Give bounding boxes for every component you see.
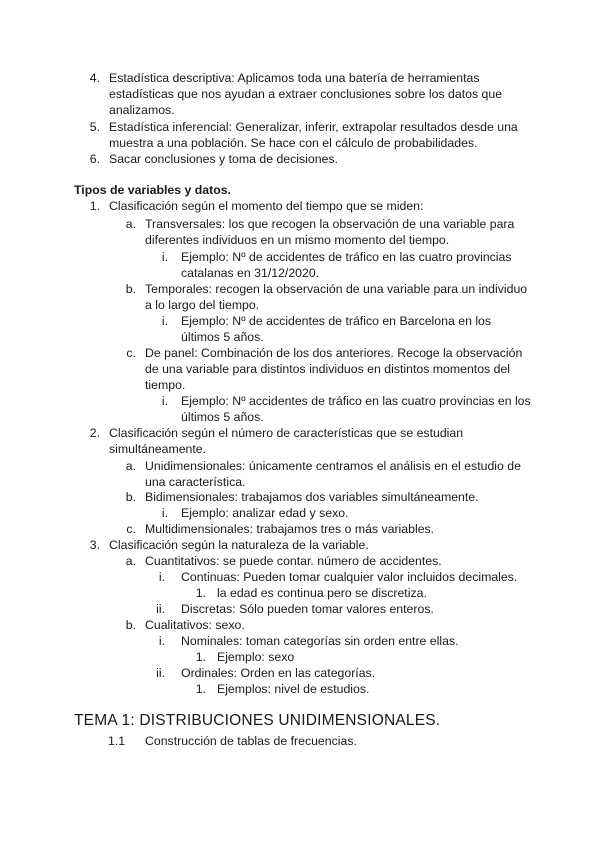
outline-line: De panel: Combinación de los dos anteriores. Recoge la observación	[145, 346, 523, 360]
outline-line: Multidimensionales: trabajamos tres o más variables.	[145, 522, 435, 536]
outline-line: Temporales: recogen la observación de una variable para un individuo	[145, 282, 528, 296]
outline-marker: i.	[161, 394, 168, 408]
outline-line: una característica.	[145, 475, 246, 489]
outline-line: diferentes individuos en un mismo momento del tiempo.	[145, 233, 450, 247]
list-marker: 5.	[89, 120, 100, 134]
outline-marker: 1.	[195, 586, 206, 600]
list-marker: 6.	[89, 152, 100, 166]
outline-marker: c.	[126, 522, 136, 536]
outline-marker: c.	[126, 346, 136, 360]
outline-marker: 1.	[89, 199, 100, 213]
outline-marker: ii.	[156, 666, 165, 680]
outline-marker: ii.	[156, 602, 165, 616]
outline-line: Nominales: toman categorías sin orden entre ellas.	[181, 634, 459, 648]
outline-marker: 2.	[89, 426, 100, 440]
list-item-line: estadísticas que nos ayudan a extraer conclusiones sobre los datos que	[109, 87, 503, 101]
outline-marker: i.	[161, 314, 168, 328]
outline-line: Discretas: Sólo pueden tomar valores enteros.	[181, 602, 434, 616]
outline-line: Clasificación según la naturaleza de la variable.	[109, 538, 369, 552]
outline-line: Ejemplo: analizar edad y sexo.	[181, 506, 349, 520]
outline-marker: i.	[158, 570, 165, 584]
section-heading: Tipos de variables y datos.	[74, 183, 231, 197]
outline-line: Transversales: los que recogen la observación de una variable para	[145, 217, 515, 231]
outline-line: Cuantitativos: se puede contar. número de accidentes.	[145, 554, 442, 568]
outline-line: simultáneamente.	[109, 442, 207, 456]
list-item-line: Estadística inferencial: Generalizar, inferir, extrapolar resultados desde una	[109, 120, 518, 134]
list-item-line: analizamos.	[109, 103, 175, 117]
outline-marker: i.	[161, 250, 168, 264]
outline-line: tiempo.	[145, 378, 186, 392]
outline-line: Continuas: Pueden tomar cualquier valor incluidos decimales.	[181, 570, 518, 584]
outline-line: Unidimensionales: únicamente centramos el análisis en el estudio de	[145, 459, 521, 473]
list-item-line: Estadística descriptiva: Aplicamos toda una batería de herramientas	[109, 71, 480, 85]
outline-marker: b.	[125, 282, 136, 296]
outline-line: Ordinales: Orden en las categorías.	[181, 666, 376, 680]
outline-marker: 3.	[89, 538, 100, 552]
outline-marker: i.	[158, 634, 165, 648]
outline-line: Bidimensionales: trabajamos dos variables simultáneamente.	[145, 490, 479, 504]
outline-line: últimos 5 años.	[181, 410, 264, 424]
subsection-number: 1.1	[108, 734, 126, 748]
outline-line: últimos 5 años.	[181, 330, 264, 344]
outline-line: catalanas en 31/12/2020.	[181, 266, 320, 280]
outline-line: la edad es continua pero se discretiza.	[217, 586, 427, 600]
outline-marker: b.	[125, 490, 136, 504]
subsection-title: Construcción de tablas de frecuencias.	[145, 734, 357, 748]
outline-marker: a.	[125, 217, 136, 231]
outline-line: Cualitativos: sexo.	[145, 618, 245, 632]
list-item-line: muestra a una población. Se hace con el cálculo de probabilidades.	[109, 136, 478, 150]
outline-line: Clasificación según el número de características que se estudian	[109, 426, 464, 440]
outline-line: Ejemplo: Nº de accidentes de tráfico en Barcelona en los	[181, 314, 492, 328]
list-item-line: Sacar conclusiones y toma de decisiones.	[109, 152, 338, 166]
outline-line: de una variable para distintos individuos en distintos momentos del	[145, 362, 511, 376]
outline-line: a lo largo del tiempo.	[145, 298, 260, 312]
outline-marker: 1.	[195, 650, 206, 664]
outline-line: Ejemplo: Nº accidentes de tráfico en las cuatro provincias en los	[181, 394, 531, 408]
outline-line: Ejemplo: Nº de accidentes de tráfico en las cuatro provincias	[181, 250, 512, 264]
list-marker: 4.	[89, 71, 100, 85]
outline-marker: b.	[125, 618, 136, 632]
tema-title: TEMA 1: DISTRIBUCIONES UNIDIMENSIONALES.	[74, 712, 441, 729]
outline-marker: i.	[161, 506, 168, 520]
outline-line: Clasificación según el momento del tiempo que se miden:	[109, 199, 424, 213]
outline-marker: a.	[125, 459, 136, 473]
outline-line: Ejemplo: sexo	[217, 650, 295, 664]
outline-marker: 1.	[195, 682, 206, 696]
outline-line: Ejemplos: nivel de estudios.	[217, 682, 370, 696]
outline-marker: a.	[125, 554, 136, 568]
